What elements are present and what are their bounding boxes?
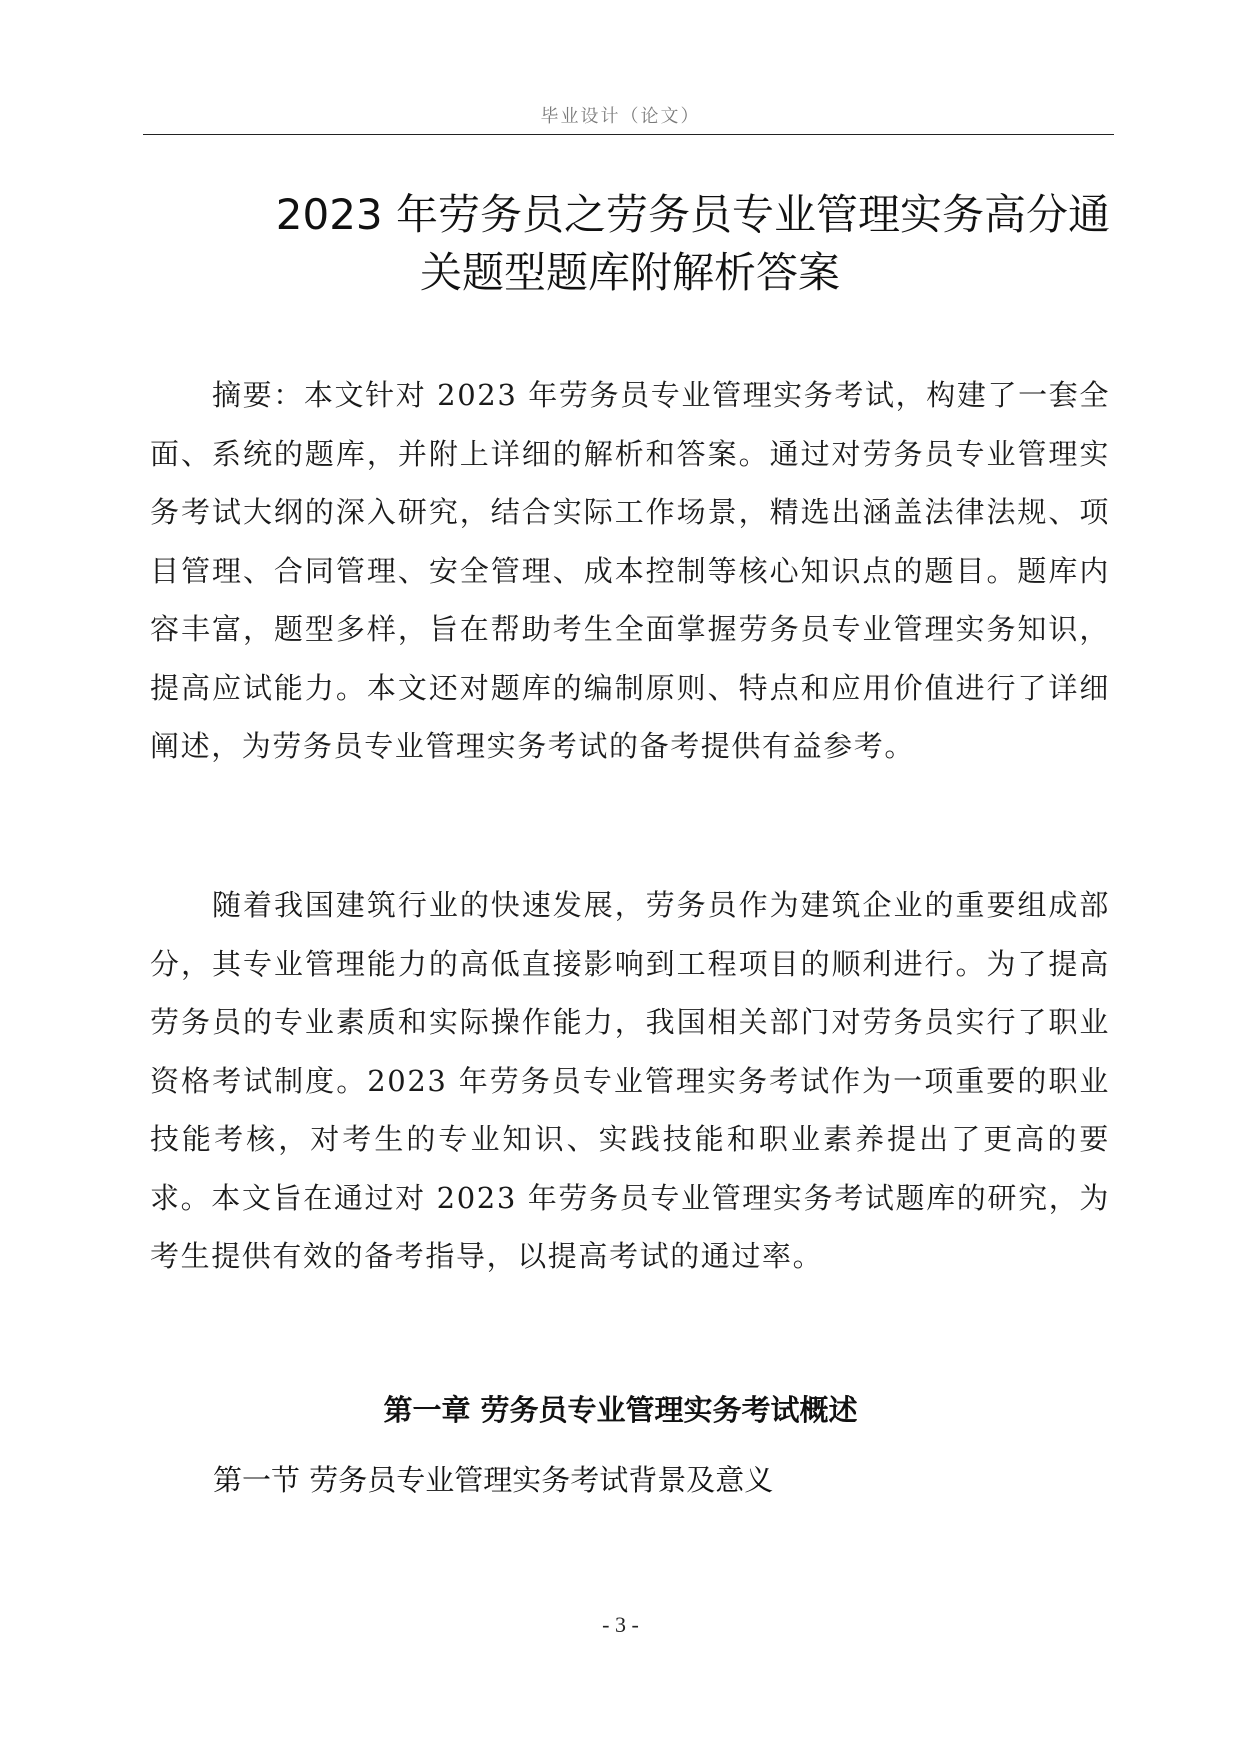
- document-title-line-1: 2023 年劳务员之劳务员专业管理实务高分通: [275, 190, 1110, 239]
- document-title: [150, 186, 1110, 302]
- body-paragraph: 随着我国建筑行业的快速发展，劳务员作为建筑企业的重要组成部分，其专业管理能力的高低直接影响到工程项目的顺利进行。为了提高劳务员的专业素质和实际操作能力，我国相关部门对劳务员实行了职业资格考试制度。2023 年劳务员专业管理实务考试作为一项重要的职业技能考核，对考生的专业知识、实践技能和职业素养提出了更高的要求。本文旨在通过对 2023 年劳务员专业管理实务考试题库的研究，为考生提供有效的备考指导，以提高考试的通过率。: [150, 888, 1110, 1273]
- header-divider: [143, 134, 1114, 135]
- chapter-heading: 第一章 劳务员专业管理实务考试概述: [383, 1393, 858, 1427]
- document-title-line-2: 关题型题库附解析答案: [419, 248, 840, 297]
- section-heading: 第一节 劳务员专业管理实务考试背景及意义: [213, 1463, 774, 1497]
- abstract-paragraph: 摘要：本文针对 2023 年劳务员专业管理实务考试，构建了一套全面、系统的题库，并附上详细的解析和答案。通过对劳务员专业管理实务考试大纲的深入研究，结合实际工作场景，精选出涵盖法律法规、项目管理、合同管理、安全管理、成本控制等核心知识点的题目。题库内容丰富，题型多样，旨在帮助考生全面掌握劳务员专业管理实务知识，提高应试能力。本文还对题库的编制原则、特点和应用价值进行了详细阐述，为劳务员专业管理实务考试的备考提供有益参考。: [150, 378, 1110, 763]
- page-number: - 3 -: [602, 1612, 639, 1637]
- running-header: 毕业设计（论文）: [540, 106, 701, 127]
